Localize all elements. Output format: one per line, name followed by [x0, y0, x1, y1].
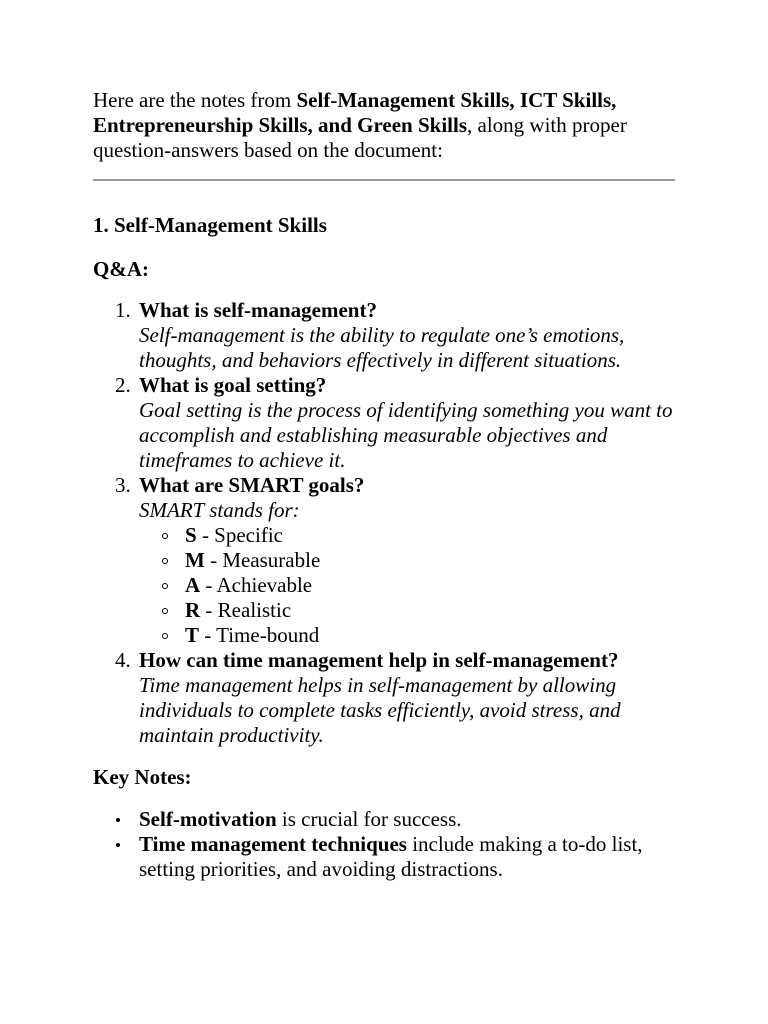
smart-meaning: - Realistic	[200, 598, 292, 622]
qa-item	[93, 373, 693, 473]
key-note-item	[93, 807, 693, 832]
qa-question: What is goal setting?	[139, 373, 327, 397]
qa-question: What is self-management?	[139, 298, 377, 322]
circle-bullet-icon	[162, 583, 168, 589]
qa-number: 1.	[115, 298, 131, 322]
qa-list	[93, 298, 693, 748]
smart-meaning: - Achievable	[200, 573, 313, 597]
qa-answer: Self-management is the ability to regulate one’s emotions, thoughts, and behaviors effectively in different situations.	[139, 323, 625, 372]
qa-heading: Q&A:	[93, 257, 149, 281]
smart-item	[139, 548, 693, 573]
horizontal-divider	[93, 179, 675, 181]
smart-letter: M	[185, 548, 205, 572]
key-note-bold: Self-motivation	[139, 807, 277, 831]
qa-item	[93, 648, 693, 748]
smart-meaning: - Time-bound	[199, 623, 320, 647]
qa-question: What are SMART goals?	[139, 473, 365, 497]
key-note-bold: Time management techniques	[139, 832, 407, 856]
smart-letter: S	[185, 523, 197, 547]
qa-answer: SMART stands for:	[139, 498, 300, 522]
qa-answer: Time management helps in self-management by allowing individuals to complete tasks efficiently, avoid stress, and maintain productivity.	[139, 673, 621, 747]
qa-number: 2.	[115, 373, 131, 397]
smart-item	[139, 573, 693, 598]
qa-question: How can time management help in self-management?	[139, 648, 619, 672]
smart-list	[139, 523, 693, 648]
intro-prefix: Here are the notes from	[93, 88, 297, 112]
smart-item	[139, 623, 693, 648]
qa-number: 3.	[115, 473, 131, 497]
smart-letter: T	[185, 623, 200, 647]
smart-meaning: - Measurable	[204, 548, 321, 572]
smart-letter: R	[185, 598, 201, 622]
intro-suffix: , along with proper question-answers based on the document:	[93, 113, 627, 162]
key-note-text: is crucial for success.	[276, 807, 462, 831]
circle-bullet-icon	[162, 558, 168, 564]
key-note-text: include making a to-do list, setting priorities, and avoiding distractions.	[139, 832, 643, 881]
section-title: 1. Self-Management Skills	[93, 213, 327, 237]
qa-item	[93, 473, 693, 648]
qa-answer: Goal setting is the process of identifying something you want to accomplish and establishing measurable objectives and timeframes to achieve it.	[139, 398, 673, 472]
qa-number: 4.	[115, 648, 131, 672]
key-note-item	[93, 832, 693, 882]
key-notes-heading: Key Notes:	[93, 765, 192, 789]
circle-bullet-icon	[162, 533, 168, 539]
circle-bullet-icon	[162, 608, 168, 614]
key-notes-list	[93, 807, 693, 882]
intro-paragraph	[93, 88, 693, 163]
circle-bullet-icon	[162, 633, 168, 639]
smart-item	[139, 598, 693, 623]
bullet-icon	[116, 818, 120, 822]
intro-bold-topics: Self-Management Skills, ICT Skills, Entrepreneurship Skills, and Green Skills	[93, 88, 617, 137]
smart-meaning: - Specific	[196, 523, 283, 547]
qa-item	[93, 298, 693, 373]
document-page	[93, 88, 693, 882]
smart-letter: A	[185, 573, 201, 597]
bullet-icon	[116, 843, 120, 847]
smart-item	[139, 523, 693, 548]
